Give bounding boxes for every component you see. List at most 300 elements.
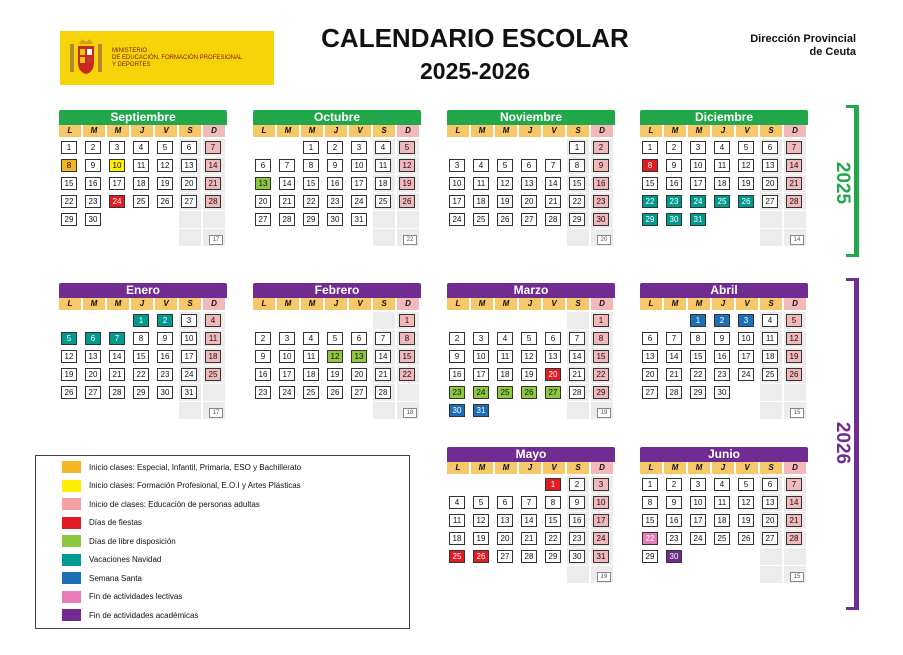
day-number: 21 [786,177,802,190]
day-cell [59,366,81,383]
legend-item [62,608,198,622]
day-cell [179,402,201,419]
day-number: 11 [303,350,319,363]
day-cell [59,402,81,419]
month-febrero [253,283,421,419]
day-number: 9 [593,159,609,172]
day-number: 12 [327,350,343,363]
day-cell [519,548,541,565]
weekday-label: S [373,298,395,310]
day-cell [447,548,469,565]
day-cell [664,548,686,565]
day-number: 18 [473,195,489,208]
weekday-label: S [179,298,201,310]
day-number: 12 [157,159,173,172]
day-cell [277,366,299,383]
day-cell [543,548,565,565]
day-number: 12 [738,496,754,509]
day-number: 5 [497,159,513,172]
day-cell [253,402,275,419]
day-number: 5 [738,478,754,491]
day-cell [688,512,710,529]
day-number: 28 [666,386,682,399]
day-cell [131,211,153,228]
day-cell [179,366,201,383]
day-cell [155,211,177,228]
day-cell [495,211,517,228]
legend-swatch [62,554,81,566]
day-number: 1 [545,478,561,491]
day-number: 2 [593,141,609,154]
month-septiembre [59,110,227,246]
day-number: 31 [690,213,706,226]
day-cell [495,384,517,401]
day-cell [203,211,225,228]
day-number: 12 [497,177,513,190]
weekday-label: D [591,462,613,474]
day-number: 2 [449,332,465,345]
day-cell [471,229,493,246]
day-cell [591,175,613,192]
weekday-label: V [736,125,758,137]
day-number: 6 [351,332,367,345]
weekday-label: S [373,125,395,137]
day-number: 12 [786,332,802,345]
day-number: 26 [738,532,754,545]
day-number: 8 [133,332,149,345]
day-number: 6 [181,141,197,154]
day-number: 13 [762,159,778,172]
day-cell [325,211,347,228]
weekday-label: L [253,298,275,310]
day-cell [640,157,662,174]
day-cell [495,366,517,383]
day-number: 15 [642,514,658,527]
day-number: 27 [521,213,537,226]
day-number: 11 [762,332,778,345]
day-number: 28 [521,550,537,563]
day-cell [784,548,806,565]
day-cell [543,512,565,529]
day-cell [107,384,129,401]
weekday-label: M [107,298,129,310]
weekday-label: L [253,125,275,137]
lective-days-count: 15 [790,572,804,582]
day-number: 25 [497,386,513,399]
day-cell [712,402,734,419]
day-cell [543,157,565,174]
day-cell [59,384,81,401]
day-cell [253,330,275,347]
weekday-label: M [301,298,323,310]
day-cell [397,229,419,246]
day-number: 7 [205,141,221,154]
day-cell [471,476,493,493]
day-cell [203,312,225,329]
day-number: 27 [762,195,778,208]
day-number: 13 [545,350,561,363]
day-number: 10 [181,332,197,345]
day-cell [59,175,81,192]
day-cell [155,348,177,365]
day-cell [567,384,589,401]
day-cell [301,348,323,365]
weekday-row [640,298,808,310]
day-number: 19 [738,514,754,527]
day-cell [567,530,589,547]
month-junio [640,447,808,583]
day-cell [495,402,517,419]
day-number: 19 [521,368,537,381]
day-cell [203,384,225,401]
day-number: 21 [786,514,802,527]
day-number: 25 [762,368,778,381]
day-cell [664,384,686,401]
day-cell [471,193,493,210]
day-cell [543,175,565,192]
weekday-label: M [107,125,129,137]
day-cell [567,548,589,565]
month-noviembre [447,110,615,246]
month-header: Abril [640,283,808,298]
day-cell [640,312,662,329]
day-cell [760,366,782,383]
day-grid [640,312,808,419]
day-number: 19 [738,177,754,190]
day-cell [349,157,371,174]
day-cell [495,330,517,347]
day-cell [567,229,589,246]
day-cell [640,139,662,156]
weekday-label: M [277,125,299,137]
day-number: 28 [279,213,295,226]
day-cell [664,366,686,383]
legend-label: Semana Santa [89,573,142,583]
day-cell [760,530,782,547]
day-cell [688,193,710,210]
day-cell [471,494,493,511]
day-cell [712,157,734,174]
day-number: 30 [327,213,343,226]
day-cell [179,330,201,347]
day-cell [567,366,589,383]
day-cell [664,139,686,156]
day-cell [519,494,541,511]
year-bar-2025-bottom [846,254,859,257]
month-marzo [447,283,615,419]
legend-swatch [62,591,81,603]
day-number: 6 [521,159,537,172]
day-cell [664,566,686,583]
day-cell [155,312,177,329]
day-number: 10 [690,159,706,172]
month-octubre [253,110,421,246]
legend-item [62,479,301,493]
weekday-label: M [688,462,710,474]
day-cell [107,330,129,347]
weekday-label: L [59,298,81,310]
day-cell [760,548,782,565]
day-cell [373,312,395,329]
day-cell [83,384,105,401]
day-cell [179,229,201,246]
day-number: 8 [399,332,415,345]
weekday-label: S [567,298,589,310]
day-number: 1 [133,314,149,327]
day-cell [471,175,493,192]
weekday-label: D [591,298,613,310]
day-cell [567,157,589,174]
day-cell [736,193,758,210]
day-cell [760,139,782,156]
lective-days-count: 18 [403,408,417,418]
day-number: 11 [473,177,489,190]
day-cell [688,348,710,365]
weekday-label: M [495,125,517,137]
day-cell [688,312,710,329]
day-cell [591,566,613,583]
day-cell [712,229,734,246]
day-cell [567,476,589,493]
day-cell [495,348,517,365]
day-cell [543,229,565,246]
day-number: 13 [255,177,271,190]
day-cell [664,530,686,547]
day-number: 27 [497,550,513,563]
legend-swatch [62,498,81,510]
day-cell [736,157,758,174]
day-number: 16 [255,368,271,381]
month-header: Junio [640,447,808,462]
day-cell [253,157,275,174]
day-number: 27 [255,213,271,226]
day-number: 28 [375,386,391,399]
day-cell [447,157,469,174]
day-cell [760,211,782,228]
day-cell [397,366,419,383]
day-cell [567,312,589,329]
day-cell [203,330,225,347]
day-cell [543,366,565,383]
day-cell [373,175,395,192]
day-number: 8 [593,332,609,345]
day-cell [131,312,153,329]
legend-swatch [62,517,81,529]
day-cell [519,402,541,419]
day-number: 22 [593,368,609,381]
day-cell [519,229,541,246]
day-cell [664,211,686,228]
day-cell [131,175,153,192]
day-number: 10 [449,177,465,190]
day-number: 18 [133,177,149,190]
day-cell [688,384,710,401]
day-cell [760,330,782,347]
day-cell [131,193,153,210]
weekday-label: M [664,125,686,137]
day-cell [397,312,419,329]
day-cell [107,229,129,246]
day-number: 5 [399,141,415,154]
day-cell [155,330,177,347]
day-number: 10 [109,159,125,172]
legend-label: Vacaciones Navidad [89,555,162,564]
day-cell [349,330,371,347]
day-cell [107,211,129,228]
weekday-label: J [519,462,541,474]
day-number: 13 [642,350,658,363]
day-number: 24 [738,368,754,381]
day-cell [179,175,201,192]
year-bar-2026 [854,278,859,610]
day-number: 11 [714,159,730,172]
weekday-label: L [640,125,662,137]
day-number: 20 [181,177,197,190]
day-number: 21 [569,368,585,381]
day-cell [736,312,758,329]
day-cell [712,348,734,365]
day-cell [640,348,662,365]
day-cell [253,348,275,365]
day-cell [253,384,275,401]
day-cell [519,175,541,192]
day-number: 24 [351,195,367,208]
day-cell [519,193,541,210]
day-cell [591,348,613,365]
day-number: 4 [762,314,778,327]
day-cell [397,384,419,401]
legend-item [62,534,176,548]
day-cell [277,193,299,210]
weekday-label: V [543,298,565,310]
day-cell [131,402,153,419]
day-cell [301,157,323,174]
day-number: 28 [205,195,221,208]
day-number: 11 [497,350,513,363]
day-number: 23 [666,532,682,545]
day-cell [131,139,153,156]
day-number: 30 [593,213,609,226]
day-number: 5 [327,332,343,345]
day-number: 20 [255,195,271,208]
day-number: 23 [85,195,101,208]
day-number: 26 [738,195,754,208]
day-cell [301,139,323,156]
day-number: 5 [786,314,802,327]
day-number: 18 [449,532,465,545]
day-cell [447,348,469,365]
day-cell [83,157,105,174]
day-cell [59,157,81,174]
day-number: 1 [399,314,415,327]
day-number: 3 [738,314,754,327]
day-cell [664,157,686,174]
day-number: 26 [399,195,415,208]
weekday-label: M [471,125,493,137]
day-number: 24 [473,386,489,399]
day-number: 23 [327,195,343,208]
weekday-label: J [519,125,541,137]
year-bar-2025-top [846,105,859,108]
day-cell [349,175,371,192]
day-cell [301,366,323,383]
day-cell [543,330,565,347]
day-cell [567,211,589,228]
day-number: 17 [473,368,489,381]
day-number: 29 [545,550,561,563]
day-number: 26 [61,386,77,399]
day-cell [664,193,686,210]
day-cell [349,229,371,246]
day-number: 14 [545,177,561,190]
day-cell [325,175,347,192]
day-number: 24 [690,195,706,208]
weekday-label: L [59,125,81,137]
day-number: 10 [351,159,367,172]
weekday-row [447,298,615,310]
day-number: 9 [327,159,343,172]
legend-label: Inicio clases: Especial, Infantil, Primaria, ESO y Bachillerato [89,462,302,472]
day-cell [640,330,662,347]
weekday-label: M [664,462,686,474]
day-number: 3 [109,141,125,154]
day-cell [447,312,469,329]
day-cell [373,193,395,210]
day-cell [543,312,565,329]
day-number: 23 [714,368,730,381]
day-cell [349,402,371,419]
day-cell [59,330,81,347]
day-number: 4 [714,478,730,491]
weekday-label: L [447,125,469,137]
day-number: 14 [786,159,802,172]
day-number: 25 [714,532,730,545]
day-number: 28 [109,386,125,399]
day-number: 1 [642,478,658,491]
month-header: Octubre [253,110,421,125]
day-cell [712,330,734,347]
day-cell [712,566,734,583]
day-cell [203,402,225,419]
day-number: 21 [666,368,682,381]
day-cell [277,384,299,401]
day-number: 12 [521,350,537,363]
day-cell [107,402,129,419]
lective-days-count: 20 [597,235,611,245]
day-cell [760,348,782,365]
day-cell [155,193,177,210]
day-cell [277,229,299,246]
weekday-label: J [325,298,347,310]
day-cell [471,330,493,347]
day-cell [519,384,541,401]
lective-days-count: 14 [790,235,804,245]
day-number: 3 [593,478,609,491]
day-cell [784,139,806,156]
day-number: 25 [205,368,221,381]
weekday-label: M [471,462,493,474]
day-number: 18 [762,350,778,363]
day-number: 26 [473,550,489,563]
day-number: 15 [545,514,561,527]
day-cell [373,330,395,347]
day-number: 14 [205,159,221,172]
day-cell [179,157,201,174]
legend-label: Días de libre disposición [89,536,176,546]
day-number: 13 [762,496,778,509]
day-cell [349,384,371,401]
day-grid [640,476,808,583]
